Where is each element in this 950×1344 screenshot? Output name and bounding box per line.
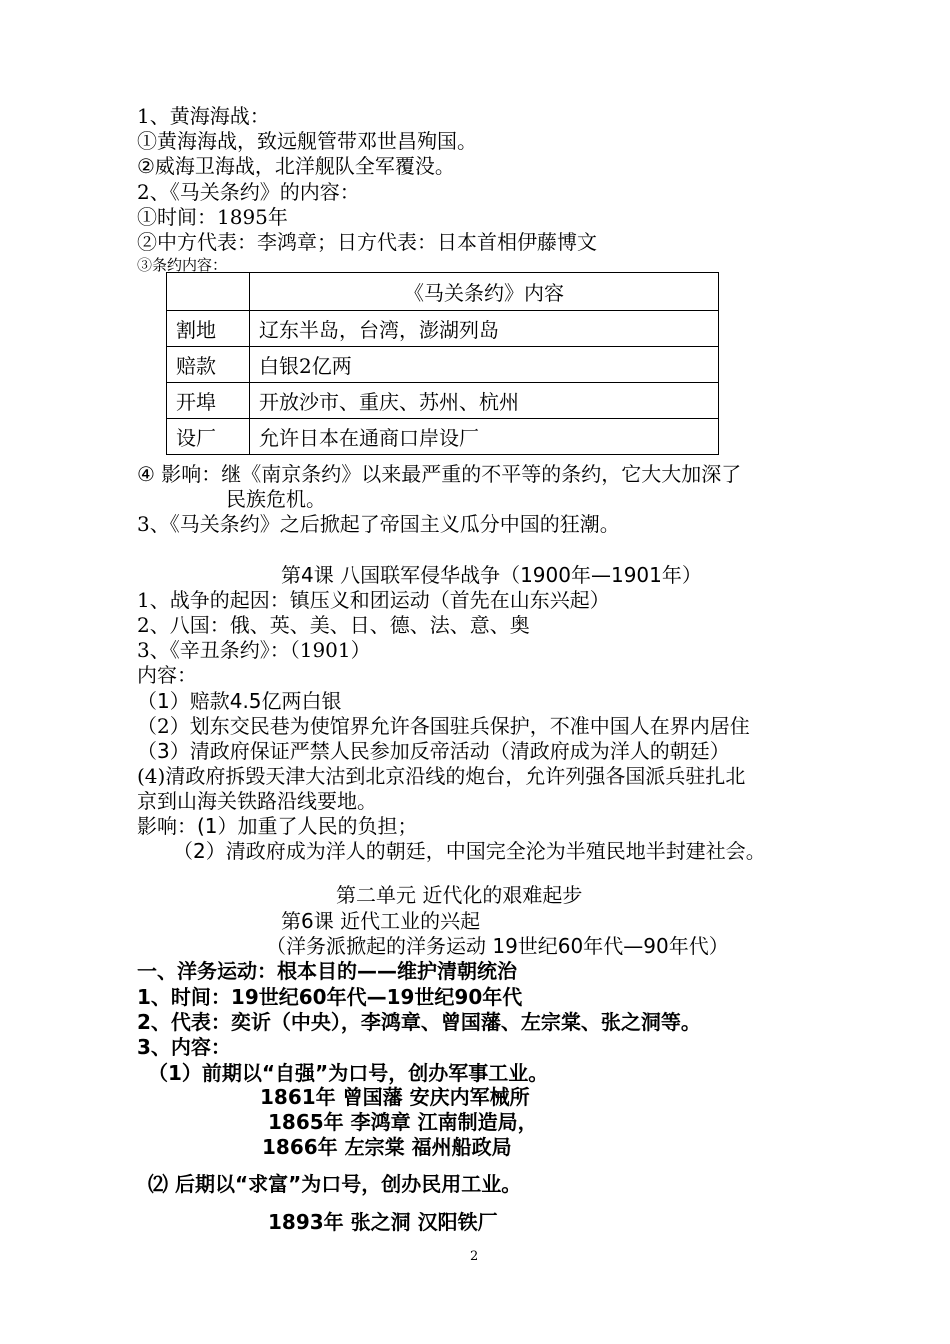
text-line: 1865年 李鸿章 江南制造局， [268, 1110, 538, 1134]
table-row [167, 419, 719, 455]
table-key-cell: 设厂 [167, 419, 250, 455]
text-line: 京到山海关铁路沿线要地。 [137, 789, 377, 813]
table-header: 《马关条约》内容 [250, 273, 719, 311]
text-line: 1、战争的起因：镇压义和团运动（首先在山东兴起） [137, 588, 610, 612]
table-header-row [167, 273, 719, 311]
text-line: 1893年 张之洞 汉阳铁厂 [268, 1210, 498, 1234]
text-line: 内容： [137, 663, 197, 687]
text-line: (4)清政府拆毁天津大沽到北京沿线的炮台，允许列强各国派兵驻扎北 [137, 764, 746, 788]
text-line: ②威海卫海战，北洋舰队全军覆没。 [137, 154, 455, 178]
table-value-cell: 白银2亿两 [250, 347, 719, 383]
lesson-subtitle: （洋务派掀起的洋务运动 19世纪60年代—90年代） [266, 934, 729, 958]
lesson-title: 第6课 近代工业的兴起 [281, 909, 481, 933]
table-value-cell: 开放沙市、重庆、苏州、杭州 [250, 383, 719, 419]
text-line: ①时间：1895年 [137, 205, 288, 229]
table-cell [167, 273, 250, 311]
text-line: ①黄海海战，致远舰管带邓世昌殉国。 [137, 129, 477, 153]
text-line: 3、《辛丑条约》：（1901） [137, 638, 371, 662]
text-line: 1866年 左宗棠 福州船政局 [262, 1135, 512, 1159]
unit-title: 第二单元 近代化的艰难起步 [336, 883, 583, 907]
text-line: （3）清政府保证严禁人民参加反帝活动（清政府成为洋人的朝廷） [137, 739, 730, 763]
table-row [167, 347, 719, 383]
text-line: （2）划东交民巷为使馆界允许各国驻兵保护，不准中国人在界内居住 [137, 714, 750, 738]
text-line: 2、代表：奕䜣（中央），李鸿章、曾国藩、左宗棠、张之洞等。 [137, 1010, 701, 1034]
text-line: 1861年 曾国藩 安庆内军械所 [260, 1085, 530, 1109]
text-line: 2、八国：俄、英、美、日、德、法、意、奥 [137, 613, 530, 637]
table-key-cell: 开埠 [167, 383, 250, 419]
text-line: ④ 影响：继《南京条约》以来最严重的不平等的条约，它大大加深了 [137, 462, 742, 486]
section-title: 第4课 八国联军侵华战争（1900年—1901年） [281, 563, 702, 587]
text-line: 民族危机。 [226, 487, 326, 511]
text-line: （2）清政府成为洋人的朝廷，中国完全沦为半殖民地半封建社会。 [173, 839, 766, 863]
text-line: ⑵ 后期以“求富”为口号，创办民用工业。 [148, 1172, 522, 1196]
text-line: ②中方代表：李鸿章；日方代表：日本首相伊藤博文 [137, 230, 597, 254]
text-line: ③条约内容： [137, 256, 228, 274]
text-line: 1、时间：19世纪60年代—19世纪90年代 [137, 985, 523, 1009]
table-value-cell: 辽东半岛，台湾，澎湖列岛 [250, 311, 719, 347]
table-key-cell: 赔款 [167, 347, 250, 383]
table-key-cell: 割地 [167, 311, 250, 347]
table-value-cell: 允许日本在通商口岸设厂 [250, 419, 719, 455]
text-line: 3、内容： [137, 1035, 231, 1059]
text-line: （1）前期以“自强”为口号，创办军事工业。 [148, 1061, 549, 1085]
text-line: 2、《马关条约》的内容： [137, 180, 360, 204]
text-line: 3、《马关条约》之后掀起了帝国主义瓜分中国的狂潮。 [137, 512, 620, 536]
treaty-table [166, 272, 719, 455]
text-line: 影响：(1）加重了人民的负担； [137, 814, 418, 838]
page-number: 2 [470, 1249, 479, 1264]
text-line: 一、洋务运动：根本目的——维护清朝统治 [137, 959, 517, 983]
text-line: （1）赔款4.5亿两白银 [137, 689, 342, 713]
table-row [167, 311, 719, 347]
table-row [167, 383, 719, 419]
text-line: 1、黄海海战： [137, 104, 270, 128]
